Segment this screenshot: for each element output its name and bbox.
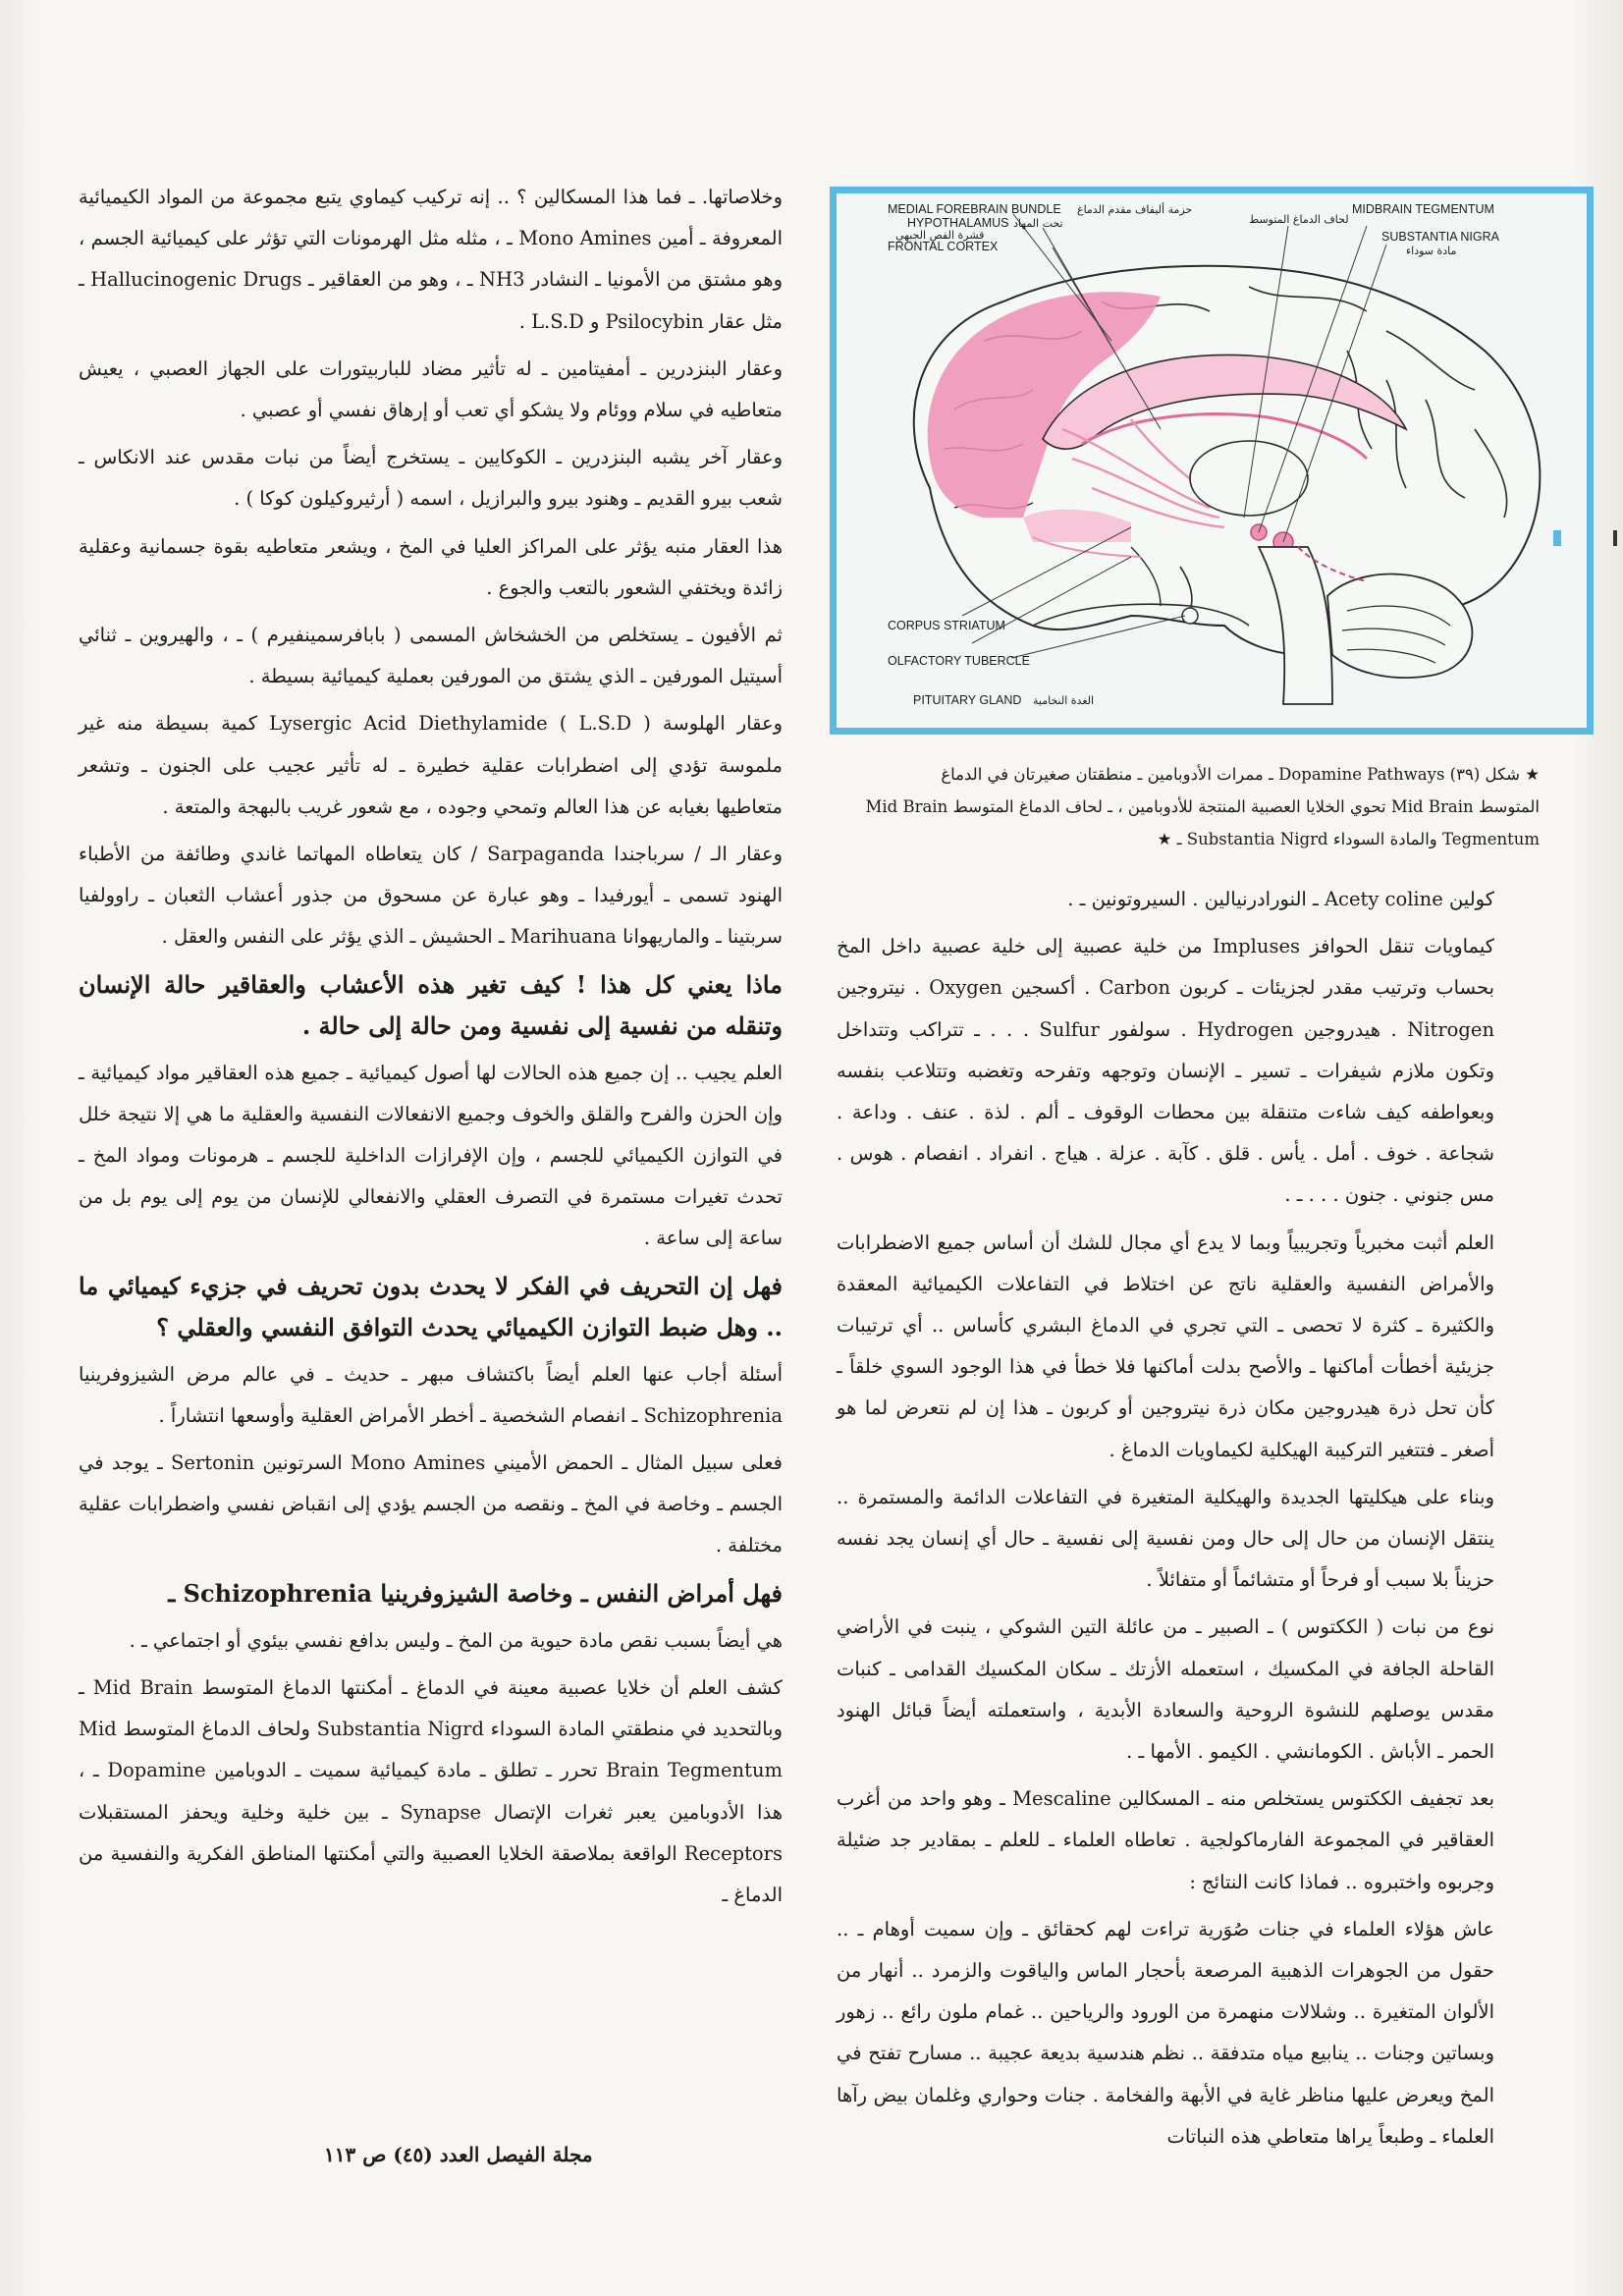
- paragraph: هي أيضاً بسبب نقص مادة حيوية من المخ ـ وليس بدافع نفسي بيئوي أو اجتماعي ـ .: [129, 1628, 783, 1652]
- paragraph: وعقار الـ / سرباجندا Sarpaganda / كان يتعاطاه المهاتما غاندي وطائفة من الأطباء الهنود تسمى ـ أيورفيدا ـ وهو عبارة عن مسحوق من جذور أعشاب الثعبان ـ راوولفيا سربتينا ـ والماريهوانا Marihuana ـ الحشيش ـ الذي يؤثر على النفس والعقل .: [79, 843, 783, 949]
- label-medial-forebrain-bundle-ar: حزمة أليفاف مقدم الدماغ: [1077, 203, 1193, 216]
- paragraph: وعقار الهلوسة Lysergic Acid Diethylamide ( L.S.D ) كمية بسيطة منه غير ملموسة تؤدي إلى اضطرابات عقلية خطيرة ـ له تأثير عجيب على الجنون ـ وتشعر متعاطيها بغيابه عن هذا العالم وتمحي وجوده ، مع شعور غريب بالبهجة والمتعة .: [79, 712, 783, 818]
- section-heading: فهل أمراض النفس ـ وخاصة الشيزوفرينيا Schizophrenia ـ: [168, 1578, 783, 1608]
- label-corpus-striatum: CORPUS STRIATUM: [888, 619, 1005, 632]
- paragraph: العلم يجيب .. إن جميع هذه الحالات لها أصول كيميائية ـ جميع هذه العقاقير مواد كيميائية ـ وإن الحزن والفرح والقلق والخوف وجميع الانفعالات النفسية والعقلية ما هي إلا نتيجة خلل في التوازن الكيميائي للجسم ، وإن الإفرازات الداخلية للجسم ـ هرمونات ومواد المخ ـ تحدث تغيرات مستمرة في التصرف العقلي والانفعالي للإنسان من يوم إلى يوم بل من ساعة إلى ساعة .: [79, 1061, 783, 1250]
- dopamine-pathways-diagram: [837, 193, 1587, 728]
- thalamus: [1190, 441, 1308, 516]
- label-hypothalamus-ar: تحت المهاد: [1013, 217, 1063, 230]
- article-column-left: [79, 177, 783, 1922]
- article-column-right: [837, 879, 1494, 2163]
- caption-line-3: Tegmentum والمادة السوداء Substantia Nigrd ـ ★: [1157, 830, 1540, 848]
- paragraph: وخلاصاتها. ـ فما هذا المسكالين ؟ .. إنه تركيب كيماوي يتبع مجموعة من المواد الكيميائية المعروفة ـ أمين Mono Amines ـ ، مثله مثل الهرمونات التي تؤثر على كيميائية الجسم ، وهو مشتق من الأمونيا ـ النشادر NH3 ـ ، وهو من العقاقير ـ Hallucinogenic Drugs ـ مثل عقار Psilocybin و L.S.D .: [79, 186, 783, 333]
- label-midbrain-tegmentum: MIDBRAIN TEGMENTUM: [1352, 202, 1494, 216]
- paragraph: عاش هؤلاء العلماء في جنات صُوَرية تراءت لهم كحقائق ـ وإن سميت أوهام ـ .. حقول من الجوهرات الذهبية المرصعة بأحجار الماس والياقوت والزمرد .. أنهار من الألوان المتغيرة .. وشلالات منهمرة من الورود والرياحين .. غمام ملون رائع .. زهور وبساتين وجنات .. ينابيع مياه متدفقة .. نظم هندسية بديعة عجيبة .. مسارح تفتح في المخ ويعرض عليها مناظر غاية في الأبهة والفخامة . جنات وحواري وغلمان بيض رآها العلماء ـ وطبعاً يراها متعاطي هذه النباتات: [837, 1917, 1494, 2148]
- label-pituitary-gland-ar: الغدة النخامية: [1033, 694, 1095, 707]
- brain-figure: [830, 187, 1594, 735]
- edge-mark-cyan: [1553, 530, 1561, 546]
- section-heading: ماذا يعني كل هذا ! كيف تغير هذه الأعشاب والعقاقير حالة الإنسان وتنقله من نفسية إلى نفسية ومن حالة إلى حالة .: [79, 969, 783, 1040]
- paragraph: وعقار آخر يشبه البنزدرين ـ الكوكايين ـ يستخرج أيضاً من نبات مقدس عند الانكاس ـ شعب بيرو القديم ـ وهنود بيرو والبرازيل ، اسمه ( أرثيروكيلون كوكا ) .: [79, 446, 783, 511]
- paragraph: كولين Acety coline ـ النورادرنيالين . السيروتونين ـ .: [1067, 888, 1494, 910]
- label-olfactory-tubercle: OLFACTORY TUBERCLE: [888, 654, 1030, 668]
- page-footer: مجلة الفيصل العدد (٤٥) ص ١١٣: [324, 2143, 593, 2166]
- label-midbrain-tegmentum-ar: لحاف الدماغ المتوسط: [1249, 213, 1349, 226]
- paragraph: ثم الأفيون ـ يستخلص من الخشخاش المسمى ( بابافرسمينفيرم ) ـ ، والهيروين ـ ثنائي أسيتيل المورفين ـ الذي يشتق من المورفين بعملية كيميائية بسيطة .: [79, 624, 783, 688]
- paragraph: بعد تجفيف الككتوس يستخلص منه ـ المسكالين Mescaline ـ وهو واحد من أغرب العقاقير في المجموعة الفارماكولجية . تعاطاه العلماء ـ للعلم ـ بمقادير جد ضئيلة وجربوه واختبروه .. فماذا كانت النتائج :: [837, 1787, 1494, 1893]
- label-medial-forebrain-bundle: MEDIAL FOREBRAIN BUNDLE: [888, 202, 1061, 216]
- label-frontal-cortex-ar: قشرة الفص الجبهي: [895, 229, 985, 242]
- edge-mark: [1613, 530, 1617, 546]
- label-hypothalamus: HYPOTHALAMUS: [907, 216, 1009, 230]
- label-pituitary-gland: PITUITARY GLAND: [913, 693, 1022, 707]
- paragraph: وبناء على هيكليتها الجديدة والهيكلية المتغيرة في التفاعلات الدائمة والمستمرة .. ينتقل الإنسان من حال إلى حال ومن نفسية إلى نفسية ـ حال أي إنسان يجد نفسه حزيناً بلا سبب أو فرحاً أو متشائماً أو متفائلاً .: [837, 1485, 1494, 1592]
- paragraph: هذا العقار منبه يؤثر على المراكز العليا في المخ ، ويشعر متعاطيه بقوة جسمانية وعقلية زائدة ويختفي الشعور بالتعب والجوع .: [79, 534, 783, 599]
- figure-caption: [835, 758, 1540, 855]
- label-substantia-nigra-ar: مادة سوداء: [1406, 245, 1457, 257]
- section-heading: فهل إن التحريف في الفكر لا يحدث بدون تحريف في جزيء كيميائي ما .. وهل ضبط التوازن الكيميائي يحدث التوافق النفسي والعقلي ؟: [79, 1271, 783, 1341]
- label-frontal-cortex: FRONTAL CORTEX: [888, 240, 999, 253]
- label-substantia-nigra: SUBSTANTIA NIGRA: [1381, 230, 1499, 244]
- paragraph: نوع من نبات ( الككتوس ) ـ الصبير ـ من عائلة التين الشوكي ، ينبت في الأراضي القاحلة الجافة في المكسيك ، استعمله الأزتك ـ سكان المكسيك القدامى ـ كنبات مقدس يوصلهم للنشوة الروحية والسعادة الأبدية ، واستعملته أيضاً قبائل الهنود الحمر ـ الأباش . الكومانشي . الكيمو . الأمها ـ .: [837, 1615, 1494, 1764]
- paragraph: كيماويات تنقل الحوافز Impluses من خلية عصبية إلى خلية عصبية داخل المخ بحساب وترتيب مقدر لجزيئات ـ كربون Carbon . أكسجين Oxygen . نيتروجين Nitrogen . هيدروجين Hydrogen . سولفور Sulfur . . . ـ تتراكب وتتداخل وتكون ملازم شيفرات ـ تسير ـ الإنسان وتوجهه وتفرحه وتغضبه وتتلاعب بنفسه وبعواطفه كيف شاءت متنقلة بين محطات الوقوف ـ ألم . لذة . عنف . وداعة . شجاعة . خوف . أمل . يأس . قلق . كآبة . عزلة . هياج . انفراد . انفصام . هوس . مس جنوني . جنون . . . ـ .: [837, 935, 1494, 1207]
- paragraph: وعقار البنزدرين ـ أمفيتامين ـ له تأثير مضاد للباربيتورات على الجهاز العصبي ، يعيش متعاطيه في سلام ووئام ولا يشكو أي تعب أو إرهاق نفسي أو عصبي .: [79, 356, 783, 422]
- paragraph: كشف العلم أن خلايا عصبية معينة في الدماغ ـ أمكنتها الدماغ المتوسط Mid Brain ـ وبالتحديد في منطقتي المادة السوداء Substantia Nigrd ولحاف الدماغ المتوسط Mid Brain Tegmentum تحرر ـ تطلق ـ مادة كيميائية سميت ـ الدوبامين Dopamine ـ ، هذا الأدوبامين يعبر ثغرات الإتصال Synapse ـ بين خلية وخلية ويحفز المستقبلات Receptors الواقعة بملاصقة الخلايا العصبية والتي أمكنتها المناطق الفكرية والنفسية من الدماغ ـ: [79, 1675, 784, 1906]
- paragraph: فعلى سبيل المثال ـ الحمض الأميني Mono Amines السرتونين Sertonin ـ يوجد في الجسم ـ وخاصة في المخ ـ ونقصه من الجسم يؤدي إلى انقباض نفسي واضطرابات عقلية مختلفة .: [79, 1451, 783, 1558]
- caption-line-1: ★ شكل (٣٩) Dopamine Pathways ـ ممرات الأدوبامين ـ منطقتان صغيرتان في الدماغ: [941, 765, 1540, 784]
- caption-line-2: المتوسط Mid Brain تحوي الخلايا العصبية المنتجة للأدوبامين ، ـ لحاف الدماغ المتوسط Mid Brain: [865, 797, 1540, 816]
- paragraph: أسئلة أجاب عنها العلم أيضاً باكتشاف مبهر ـ حديث ـ في عالم مرض الشيزوفرينيا Schizophrenia ـ انفصام الشخصية ـ أخطر الأمراض العقلية وأوسعها انتشاراً .: [79, 1362, 783, 1427]
- paragraph: العلم أثبت مخبرياً وتجريبياً وبما لا يدع أي مجال للشك أن أساس جميع الاضطرابات والأمراض النفسية والعقلية ناتج عن اختلاط في التفاعلات الكيميائية المعقدة والكثيرة ـ كثرة لا تحصى ـ التي تجري في الدماغ البشري كأساس .. أي ترتيبات جزيئية أخطأت أماكنها ـ والأصح بدلت أماكنها فلا خطأ في هذا الوجود السوي خلقاً ـ كأن تحل ذرة هيدروجين مكان ذرة نيتروجين أو كربون ـ هذا إن لم نتعرض لما هو أصغر ـ فتتغير التركيبة الهيكلية لكيماويات الدماغ .: [837, 1230, 1494, 1461]
